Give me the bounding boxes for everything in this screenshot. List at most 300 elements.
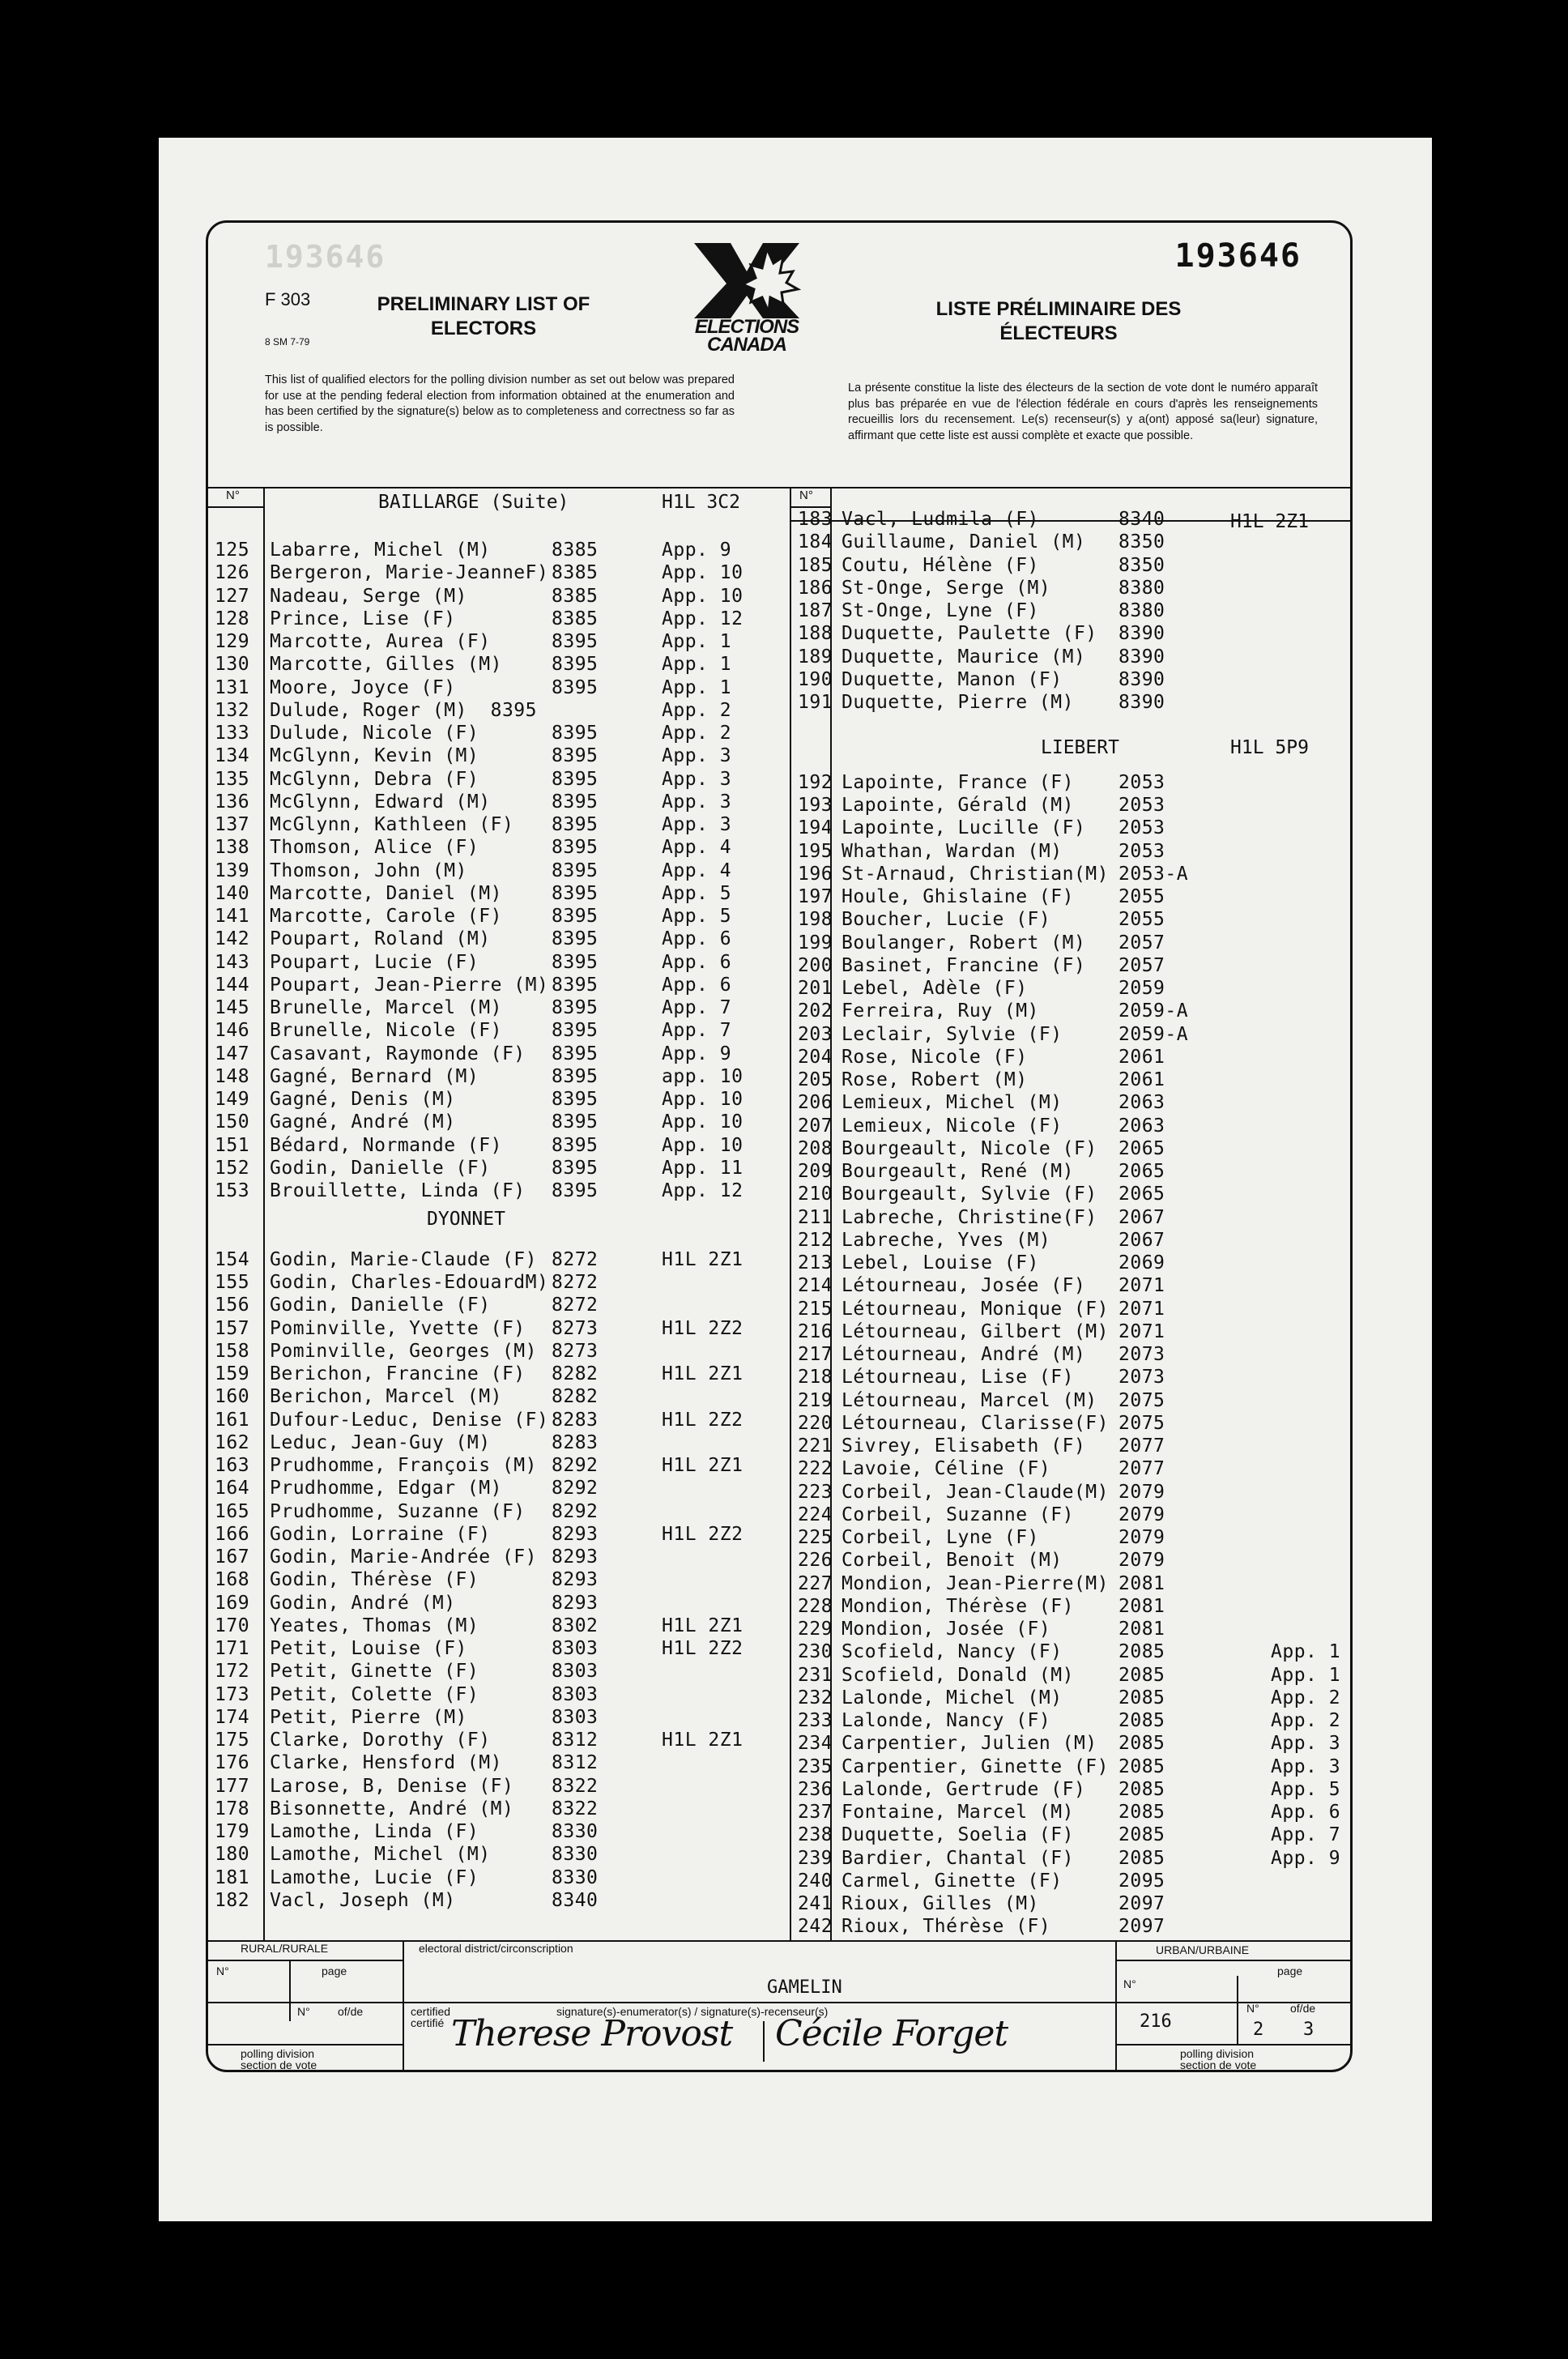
elector-address: 8395 xyxy=(552,1157,599,1179)
elector-number: 136 xyxy=(215,791,250,813)
elector-name: Mondion, Jean-Pierre(M) xyxy=(842,1572,1109,1594)
elector-name: Clarke, Dorothy (F) xyxy=(270,1730,491,1751)
elector-number: 188 xyxy=(798,623,833,645)
elector-name: Gagné, Bernard (M) xyxy=(270,1065,479,1087)
elector-name: Lemieux, Nicole (F) xyxy=(842,1115,1063,1137)
elector-name: Duquette, Maurice (M) xyxy=(842,646,1086,668)
elector-address: 2081 xyxy=(1118,1572,1165,1594)
elector-address: 2067 xyxy=(1118,1229,1165,1251)
elector-name: Bourgeault, Sylvie (F) xyxy=(842,1184,1097,1205)
elector-address: 2059 xyxy=(1118,978,1165,1000)
elector-number: 157 xyxy=(215,1317,250,1339)
elector-address: 8395 xyxy=(552,745,599,767)
elector-address: 8395 xyxy=(552,906,599,927)
elector-unit: app. 10 xyxy=(662,1065,744,1087)
title-fr-line2: ÉLECTEURS xyxy=(999,322,1118,344)
elector-number: 187 xyxy=(798,600,833,621)
elector-address: 2057 xyxy=(1118,954,1165,976)
elector-number: 148 xyxy=(215,1065,250,1087)
elector-unit: App. 1 xyxy=(1271,1641,1341,1663)
elector-number: 130 xyxy=(215,654,250,676)
elector-number: 137 xyxy=(215,814,250,835)
elector-name: Corbeil, Suzanne (F) xyxy=(842,1504,1074,1525)
rural-polling-label-2: section de vote xyxy=(241,2058,317,2071)
elector-number: 178 xyxy=(215,1798,250,1819)
elector-name: Corbeil, Benoit (M) xyxy=(842,1550,1063,1572)
elector-name: Godin, Thérèse (F) xyxy=(270,1569,479,1591)
elector-number: 142 xyxy=(215,928,250,950)
elector-address: 8272 xyxy=(552,1295,599,1316)
certifie-label: certifié xyxy=(411,2016,445,2029)
elector-name: Duquette, Soelia (F) xyxy=(842,1824,1074,1846)
elector-number: 216 xyxy=(798,1320,833,1342)
elector-name: Thomson, John (M) xyxy=(270,860,467,881)
elector-address: 8272 xyxy=(552,1248,599,1270)
elector-number: 139 xyxy=(215,860,250,881)
elector-name: Létourneau, André (M) xyxy=(842,1344,1086,1366)
elector-address: 2085 xyxy=(1118,1802,1165,1824)
elector-number: 224 xyxy=(798,1504,833,1525)
elector-address: 8273 xyxy=(552,1340,599,1362)
section-heading: LIEBERT xyxy=(1041,736,1119,758)
elector-address: 8380 xyxy=(1118,600,1165,621)
page-no-value: 2 xyxy=(1253,2020,1264,2040)
left-no-column-rule xyxy=(263,487,265,1942)
urban-of-label: of/de xyxy=(1290,2002,1316,2015)
elector-name: Labarre, Michel (M) xyxy=(270,540,491,561)
elector-unit: App. 7 xyxy=(662,997,732,1018)
elector-address: 8293 xyxy=(552,1523,599,1545)
elector-number: 204 xyxy=(798,1046,833,1068)
elector-number: 233 xyxy=(798,1710,833,1732)
elector-address: 8330 xyxy=(552,1821,599,1842)
elector-unit: App. 3 xyxy=(662,745,732,767)
elector-name: Poupart, Lucie (F) xyxy=(270,951,479,973)
elector-number: 231 xyxy=(798,1664,833,1686)
elector-unit: App. 10 xyxy=(662,1134,744,1156)
elector-number: 141 xyxy=(215,906,250,927)
elector-unit: App. 11 xyxy=(662,1157,744,1179)
urban-page-label: page xyxy=(1277,1964,1303,1977)
title-en-line1: PRELIMINARY LIST OF xyxy=(377,293,590,315)
elector-address: 2077 xyxy=(1118,1458,1165,1480)
elector-name: St-Onge, Serge (M) xyxy=(842,577,1051,599)
ghost-stamp: 193646 xyxy=(265,239,386,275)
elector-number: 211 xyxy=(798,1206,833,1228)
elector-number: 229 xyxy=(798,1619,833,1640)
elector-number: 210 xyxy=(798,1184,833,1205)
elector-number: 203 xyxy=(798,1023,833,1045)
elector-unit: H1L 2Z1 xyxy=(662,1455,744,1476)
urban-polling-label-1: polling division xyxy=(1180,2047,1255,2060)
elector-number: 158 xyxy=(215,1340,250,1362)
elector-name: Gagné, André (M) xyxy=(270,1111,456,1133)
logo-line2: CANADA xyxy=(707,334,786,356)
elector-address: 2061 xyxy=(1118,1069,1165,1091)
maple-leaf-x-icon xyxy=(670,239,824,320)
section-postal-code: H1L 2Z1 xyxy=(1230,511,1309,532)
elector-unit: H1L 2Z2 xyxy=(662,1317,744,1339)
elector-number: 186 xyxy=(798,577,833,599)
elector-name: Lamothe, Michel (M) xyxy=(270,1844,491,1866)
elector-number: 140 xyxy=(215,882,250,904)
elector-unit: App. 3 xyxy=(662,814,732,835)
elector-number: 175 xyxy=(215,1730,250,1751)
elector-address: 8330 xyxy=(552,1866,599,1888)
elector-address: 8292 xyxy=(552,1478,599,1499)
urban-no-label: N° xyxy=(1123,1977,1136,1990)
certified-label: certified xyxy=(411,2005,451,2018)
elector-address: 8395 xyxy=(552,928,599,950)
elector-name: St-Arnaud, Christian(M) xyxy=(842,863,1109,885)
elector-number: 241 xyxy=(798,1893,833,1915)
elector-name: Whathan, Wardan (M) xyxy=(842,840,1063,862)
elector-number: 240 xyxy=(798,1870,833,1892)
elector-name: Scofield, Donald (M) xyxy=(842,1664,1074,1686)
elector-name: Bisonnette, André (M) xyxy=(270,1798,514,1819)
elector-number: 215 xyxy=(798,1298,833,1320)
elector-unit: App. 10 xyxy=(662,562,744,584)
elector-name: Létourneau, Gilbert (M) xyxy=(842,1320,1109,1342)
elector-name: Bourgeault, Nicole (F) xyxy=(842,1137,1097,1159)
elector-number: 128 xyxy=(215,608,250,629)
elector-address: 8385 xyxy=(552,608,599,629)
elector-number: 151 xyxy=(215,1134,250,1156)
elector-address: 2073 xyxy=(1118,1344,1165,1366)
elector-address: 8395 xyxy=(552,1134,599,1156)
elector-name: Pominville, Yvette (F) xyxy=(270,1317,526,1339)
elector-number: 147 xyxy=(215,1043,250,1064)
elector-number: 196 xyxy=(798,863,833,885)
elector-number: 223 xyxy=(798,1481,833,1503)
rural-page-label: page xyxy=(322,1964,347,1977)
elector-address: 8322 xyxy=(552,1798,599,1819)
elector-number: 127 xyxy=(215,585,250,607)
signature-label: signature(s)-enumerator(s) / signature(s)-recenseur(s) xyxy=(556,2005,829,2018)
elector-address: 8395 xyxy=(552,814,599,835)
elector-unit: App. 3 xyxy=(662,768,732,790)
elector-address: 8390 xyxy=(1118,646,1165,668)
elector-address: 2095 xyxy=(1118,1870,1165,1892)
elector-address: 8395 xyxy=(552,882,599,904)
elector-address: 2057 xyxy=(1118,932,1165,953)
elector-name: Berichon, Marcel (M) xyxy=(270,1386,502,1408)
elector-unit: App. 10 xyxy=(662,1089,744,1110)
elector-address: 8350 xyxy=(1118,554,1165,576)
elector-unit: App. 4 xyxy=(662,837,732,859)
elector-address: 8390 xyxy=(1118,668,1165,690)
elector-unit: App. 5 xyxy=(662,882,732,904)
elector-address: 2073 xyxy=(1118,1367,1165,1389)
elector-number: 167 xyxy=(215,1546,250,1568)
elector-name: Duquette, Pierre (M) xyxy=(842,692,1074,713)
elector-number: 235 xyxy=(798,1755,833,1777)
elector-number: 234 xyxy=(798,1733,833,1755)
elector-address: 2085 xyxy=(1118,1641,1165,1663)
rural-no-label: N° xyxy=(216,1964,229,1977)
rural-page-no-label: N° xyxy=(297,2005,310,2018)
elector-unit: App. 5 xyxy=(1271,1778,1341,1800)
elector-name: Marcotte, Daniel (M) xyxy=(270,882,502,904)
elector-number: 199 xyxy=(798,932,833,953)
elector-address: 2071 xyxy=(1118,1320,1165,1342)
elector-address: 8292 xyxy=(552,1455,599,1476)
elector-unit: H1L 2Z2 xyxy=(662,1409,744,1431)
elector-number: 163 xyxy=(215,1455,250,1476)
elector-name: Lapointe, Gérald (M) xyxy=(842,795,1074,817)
elector-unit: App. 6 xyxy=(662,951,732,973)
district-label: electoral district/circonscription xyxy=(419,1942,573,1955)
elector-name: Poupart, Roland (M) xyxy=(270,928,491,950)
elector-address: 8302 xyxy=(552,1615,599,1636)
elector-address: 8272 xyxy=(552,1272,599,1293)
elector-address: 2055 xyxy=(1118,886,1165,908)
elector-address: 2065 xyxy=(1118,1184,1165,1205)
elector-unit: App. 2 xyxy=(1271,1710,1341,1732)
elector-number: 168 xyxy=(215,1569,250,1591)
elector-name: Godin, André (M) xyxy=(270,1592,456,1614)
rural-right-rule xyxy=(403,1940,404,2070)
elector-name: Vacl, Ludmila (F) xyxy=(842,509,1039,530)
elector-address: 2097 xyxy=(1118,1916,1165,1938)
elector-name: Brouillette, Linda (F) xyxy=(270,1180,526,1201)
elector-number: 236 xyxy=(798,1778,833,1800)
elector-address: 2053 xyxy=(1118,771,1165,793)
rural-polling-rule xyxy=(208,2044,403,2045)
elector-address: 2071 xyxy=(1118,1298,1165,1320)
form-number: F 303 xyxy=(265,289,311,309)
elector-address: 8395 xyxy=(552,1020,599,1042)
elector-name: Thomson, Alice (F) xyxy=(270,837,479,859)
enumerator-signature-1: Therese Provost xyxy=(451,2013,733,2054)
elector-number: 209 xyxy=(798,1161,833,1183)
elector-address: 2053 xyxy=(1118,840,1165,862)
elector-name: Guillaume, Daniel (M) xyxy=(842,531,1086,553)
elector-address: 8283 xyxy=(552,1431,599,1453)
elector-name: Moore, Joyce (F) xyxy=(270,676,456,698)
elector-address: 2079 xyxy=(1118,1481,1165,1503)
elector-name: Rose, Nicole (F) xyxy=(842,1046,1028,1068)
elector-name: Lebel, Louise (F) xyxy=(842,1252,1039,1274)
elector-name: Létourneau, Marcel (M) xyxy=(842,1389,1097,1411)
elector-unit: App. 10 xyxy=(662,1111,744,1133)
elector-address: 2063 xyxy=(1118,1092,1165,1114)
elector-name: Lamothe, Linda (F) xyxy=(270,1821,479,1842)
elector-address: 8282 xyxy=(552,1386,599,1408)
elector-name: Carpentier, Julien (M) xyxy=(842,1733,1097,1755)
elector-number: 214 xyxy=(798,1275,833,1297)
elector-address: 8395 xyxy=(552,997,599,1018)
elector-number: 152 xyxy=(215,1157,250,1179)
elector-address: 2081 xyxy=(1118,1595,1165,1617)
elector-name: Godin, Lorraine (F) xyxy=(270,1523,491,1545)
elector-number: 206 xyxy=(798,1092,833,1114)
section-heading: BAILLARGE (Suite) xyxy=(378,492,569,513)
elector-unit: App. 3 xyxy=(1271,1755,1341,1777)
elector-number: 219 xyxy=(798,1389,833,1411)
elector-name: Fontaine, Marcel (M) xyxy=(842,1802,1074,1824)
elector-address: 8395 xyxy=(552,654,599,676)
elector-number: 220 xyxy=(798,1412,833,1434)
elector-address: 8340 xyxy=(552,1889,599,1911)
rural-label-rule xyxy=(208,1960,403,1961)
elector-address: 8303 xyxy=(552,1661,599,1683)
elector-name: Dulude, Nicole (F) xyxy=(270,723,479,744)
elector-number: 180 xyxy=(215,1844,250,1866)
elector-number: 176 xyxy=(215,1752,250,1774)
elector-unit: App. 1 xyxy=(1271,1664,1341,1686)
elector-name: Létourneau, Clarisse(F) xyxy=(842,1412,1109,1434)
left-no-header: N° xyxy=(226,488,240,502)
elector-address: 8293 xyxy=(552,1569,599,1591)
elector-number: 198 xyxy=(798,909,833,931)
elector-number: 189 xyxy=(798,646,833,668)
elector-number: 131 xyxy=(215,676,250,698)
elector-address: 2055 xyxy=(1118,909,1165,931)
elector-address: 2053 xyxy=(1118,817,1165,839)
urban-left-rule xyxy=(1115,1940,1117,2070)
elector-name: Vacl, Joseph (M) xyxy=(270,1889,456,1911)
signature-divider xyxy=(763,2021,765,2062)
elector-number: 205 xyxy=(798,1069,833,1091)
elector-address: 2097 xyxy=(1118,1893,1165,1915)
elector-address: 8273 xyxy=(552,1317,599,1339)
elector-address: 2081 xyxy=(1118,1619,1165,1640)
elector-unit: App. 2 xyxy=(662,723,732,744)
elector-address: 2077 xyxy=(1118,1435,1165,1457)
elector-address: 2075 xyxy=(1118,1412,1165,1434)
table-top-rule xyxy=(208,487,1350,488)
elector-address: 8350 xyxy=(1118,531,1165,553)
section-heading: DYONNET xyxy=(427,1209,505,1231)
section-postal-code: H1L 5P9 xyxy=(1230,736,1309,758)
elector-name: Petit, Pierre (M) xyxy=(270,1706,467,1728)
elector-address: 2085 xyxy=(1118,1778,1165,1800)
elector-name: Mondion, Josée (F) xyxy=(842,1619,1051,1640)
urban-polling-rule xyxy=(1115,2044,1350,2045)
elector-name: Petit, Ginette (F) xyxy=(270,1661,479,1683)
elector-address: 2085 xyxy=(1118,1710,1165,1732)
elector-name: Sivrey, Elisabeth (F) xyxy=(842,1435,1086,1457)
elector-name: Lebel, Adèle (F) xyxy=(842,978,1028,1000)
elector-unit: App. 2 xyxy=(1271,1687,1341,1708)
elector-address: 8283 xyxy=(552,1409,599,1431)
elector-address: 2069 xyxy=(1118,1252,1165,1274)
elector-number: 135 xyxy=(215,768,250,790)
elector-unit: App. 3 xyxy=(1271,1733,1341,1755)
elector-unit: App. 12 xyxy=(662,608,744,629)
elector-number: 222 xyxy=(798,1458,833,1480)
elector-number: 179 xyxy=(215,1821,250,1842)
elector-name: St-Onge, Lyne (F) xyxy=(842,600,1039,621)
urban-polling-label-2: section de vote xyxy=(1180,2058,1257,2071)
elector-name: Duquette, Paulette (F) xyxy=(842,623,1097,645)
elector-number: 138 xyxy=(215,837,250,859)
elector-number: 181 xyxy=(215,1866,250,1888)
elector-unit: App. 1 xyxy=(662,631,732,652)
elector-name: Prudhomme, François (M) xyxy=(270,1455,537,1476)
elector-unit: App. 9 xyxy=(662,540,732,561)
elector-number: 207 xyxy=(798,1115,833,1137)
title-en-line2: ELECTORS xyxy=(430,318,537,339)
elector-unit: H1L 2Z2 xyxy=(662,1523,744,1545)
note-french: La présente constitue la liste des électeurs de la section de vote dont le numéro apparaît plus bas préparée en vue de l'élection fédérale en cours d'après les renseignements recueillis lors du recensement. Le(s) recenseur(s) y a(ont) apposé sa(leur) signature, affirmant que cette liste est aussi complète et exacte que possible. xyxy=(848,382,1318,442)
elector-number: 239 xyxy=(798,1847,833,1869)
elector-address: 8312 xyxy=(552,1730,599,1751)
urban-no-value: 216 xyxy=(1140,2011,1172,2032)
elector-name: Yeates, Thomas (M) xyxy=(270,1615,479,1636)
elector-address: 2053-A xyxy=(1118,863,1189,885)
elector-name: Gagné, Denis (M) xyxy=(270,1089,456,1110)
elector-number: 184 xyxy=(798,531,833,553)
elector-number: 171 xyxy=(215,1638,250,1659)
elector-number: 173 xyxy=(215,1683,250,1705)
elector-unit: App. 10 xyxy=(662,585,744,607)
elector-number: 132 xyxy=(215,699,250,721)
elector-number: 125 xyxy=(215,540,250,561)
elector-number: 172 xyxy=(215,1661,250,1683)
elector-name: McGlynn, Kevin (M) xyxy=(270,745,479,767)
rural-polling-label-1: polling division xyxy=(241,2047,315,2060)
elector-address: 2079 xyxy=(1118,1504,1165,1525)
elector-unit: App. 1 xyxy=(662,654,732,676)
elector-unit: H1L 2Z1 xyxy=(662,1248,744,1270)
elector-name: Brunelle, Nicole (F) xyxy=(270,1020,502,1042)
elector-name: Prudhomme, Edgar (M) xyxy=(270,1478,502,1499)
elector-address: 2079 xyxy=(1118,1550,1165,1572)
elector-name: Larose, B, Denise (F) xyxy=(270,1775,514,1797)
middle-column-rule xyxy=(790,487,791,1942)
elector-name: Létourneau, Lise (F) xyxy=(842,1367,1074,1389)
elector-unit: H1L 2Z1 xyxy=(662,1730,744,1751)
elector-number: 197 xyxy=(798,886,833,908)
elector-name: Scofield, Nancy (F) xyxy=(842,1641,1063,1663)
document-sheet xyxy=(159,138,1432,2221)
elector-unit: H1L 2Z1 xyxy=(662,1615,744,1636)
elector-unit: App. 2 xyxy=(662,699,732,721)
elector-name: Lamothe, Lucie (F) xyxy=(270,1866,479,1888)
elector-address: 8385 xyxy=(552,585,599,607)
elector-name: Berichon, Francine (F) xyxy=(270,1363,526,1384)
elector-name: Basinet, Francine (F) xyxy=(842,954,1086,976)
rural-label: RURAL/RURALE xyxy=(241,1942,329,1955)
elector-name: Lalonde, Gertrude (F) xyxy=(842,1778,1086,1800)
elector-number: 201 xyxy=(798,978,833,1000)
elector-name: Marcotte, Gilles (M) xyxy=(270,654,502,676)
elector-number: 190 xyxy=(798,668,833,690)
elector-address: 2067 xyxy=(1118,1206,1165,1228)
elector-address: 2085 xyxy=(1118,1755,1165,1777)
elector-address: 8395 xyxy=(552,1111,599,1133)
elector-number: 150 xyxy=(215,1111,250,1133)
district-value: GAMELIN xyxy=(767,1977,842,1998)
elector-name: Labreche, Christine(F) xyxy=(842,1206,1097,1228)
elector-name: McGlynn, Kathleen (F) xyxy=(270,814,514,835)
elector-name: Godin, Charles-EdouardM) xyxy=(270,1272,549,1293)
elector-address: 8282 xyxy=(552,1363,599,1384)
elector-address: 8395 xyxy=(552,837,599,859)
left-no-rule xyxy=(208,506,265,508)
elections-canada-logo xyxy=(670,239,824,360)
elector-name: McGlynn, Edward (M) xyxy=(270,791,491,813)
elector-name: Prudhomme, Suzanne (F) xyxy=(270,1500,526,1522)
elector-unit: H1L 2Z2 xyxy=(662,1638,744,1659)
section-postal-code: H1L 3C2 xyxy=(662,492,740,513)
enumerator-signature-2: Cécile Forget xyxy=(775,2013,1008,2054)
elector-name: Létourneau, Josée (F) xyxy=(842,1275,1086,1297)
note-english: This list of qualified electors for the polling division number as set out below was prepared for use at the pending federal election from information obtained at the enumeration and has been certified by the signature(s) below as to completeness and correctness so far as is possible. xyxy=(265,373,735,434)
elector-address: 2085 xyxy=(1118,1847,1165,1869)
